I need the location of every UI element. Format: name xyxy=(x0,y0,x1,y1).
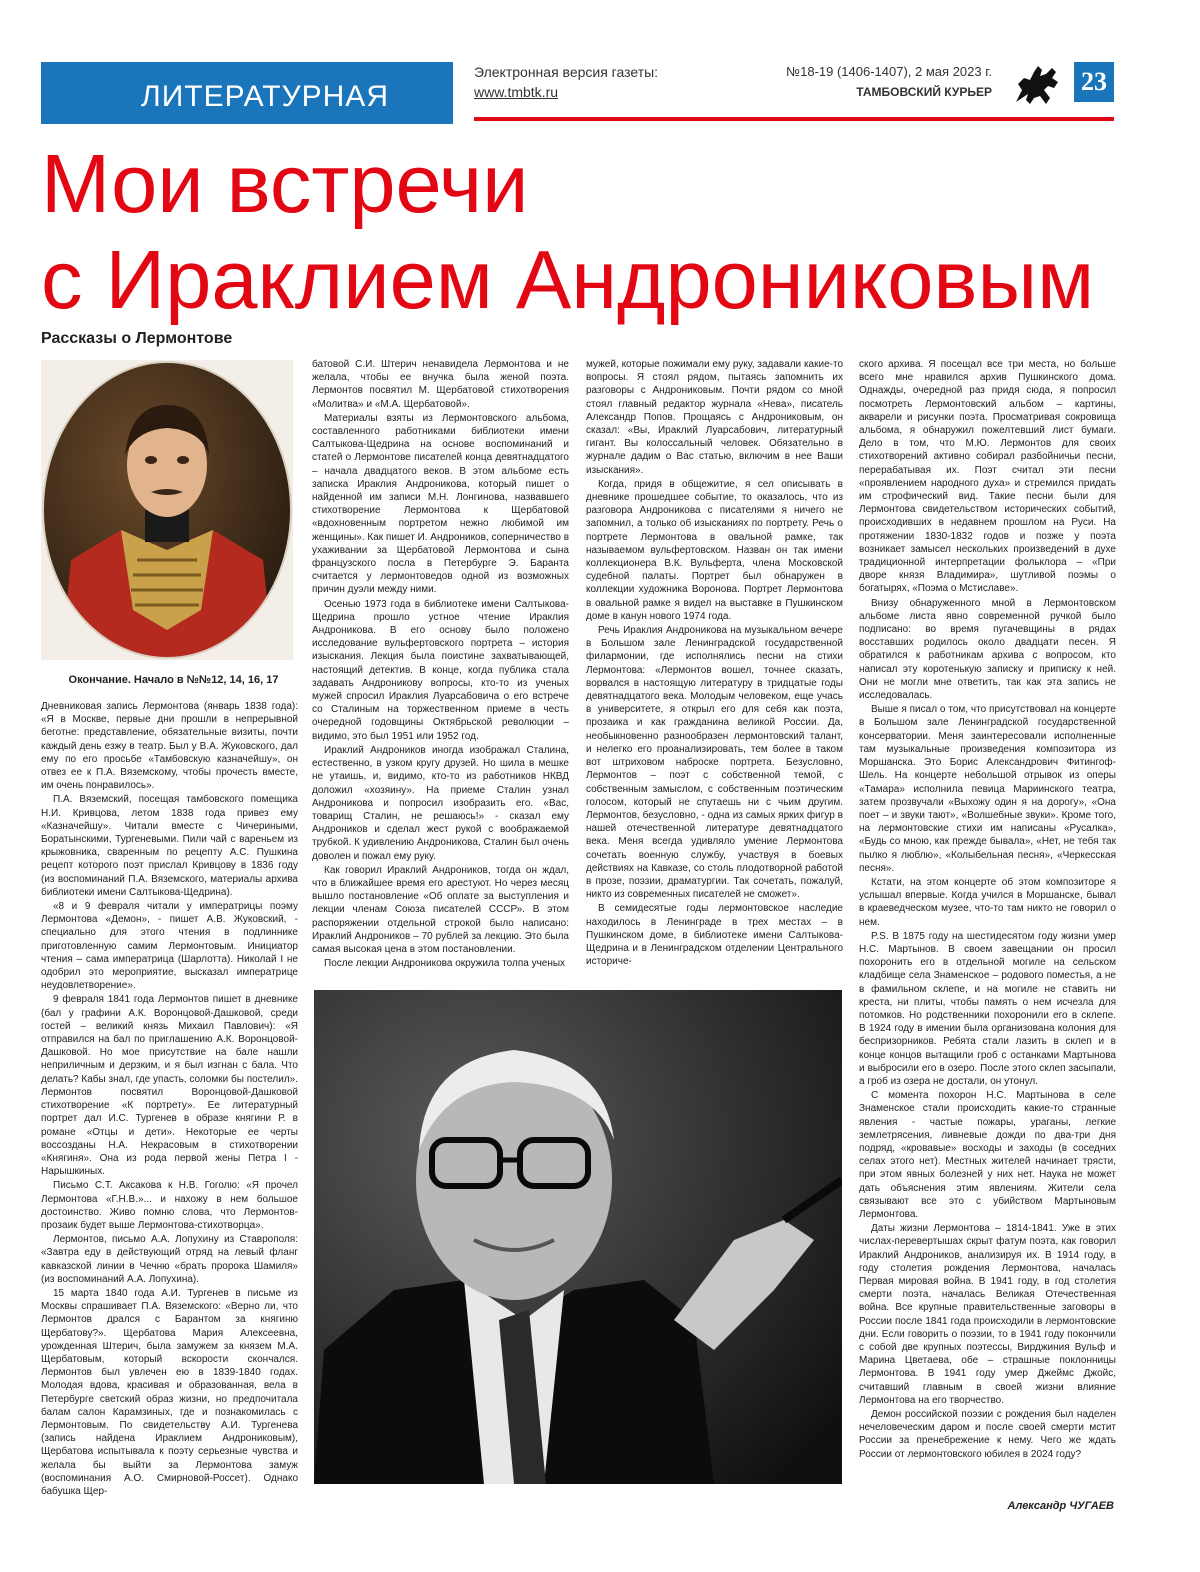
paragraph: Речь Ираклия Андроникова на музыкальном вечере в Большом зале Ленинградской государственной филармонии, где исполнялись песни на стихи Лермонтова: «Лермонтов вошел, точнее сказать, ворвался в настоящую литературу в тридцатые годы девятнадцатого века. Молодым человеком, еще учась в университете, я открыл его для себя как поэта, прозаика и как гражданина великой России. Да, необыкновенно разнообразен лермонтовский талант, и нелегко его проанализировать, тем более в таком вот штриховом наброске портрета. Безусловно, Лермонтов – поэт с собственной темой, с собственным замыслом, с собственным поэтическим голосом, который не спутаешь ни с чьим другим. Лермонтов, безусловно, - одна из самых ярких фигур в нашей отечественной литературе девятнадцатого века. Меня всегда удивляло умение Лермонтова сочетать военную службу, участвуя в боевых действиях на Кавказе, со столь плодотворной работой в прозе, поэзии, драматургии. Так сочетать, пожалуй, никто из современных писателей не сможет». xyxy=(586,625,843,901)
paragraph: Материалы взяты из Лермонтовского альбома, составленного работниками библиотеки имени Салтыкова-Щедрина на основе воспоминаний и статей о Лермонтове писателей конца девятнадцатого – начала двадцатого веков. В этом альбоме есть записка Ираклия Андроникова, который пишет о найденной им записи М.Н. Лонгинова, назвавшего стихотворение Лермонтова к Щербатовой «вдохновенным портретом нежно любимой им женщины». Как пишет И. Андроников, соперничество в ухаживании за Щербатовой Лермонтова и сына французского посла в Петербурге Э. Баранта считается у лермонтоведов одной из возможных причин дуэли между ними. xyxy=(312,412,569,596)
section-label: ЛИТЕРАТУРНАЯ xyxy=(141,80,389,113)
paragraph: Осенью 1973 года в библиотеке имени Салтыкова-Щедрина прошло устное чтение Ираклия Андроникова. В его основу было положено исследование вульфертовского портрета – история изыскания. Лекция была поистине захватывающей, настоящий детектив. В конце, когда публика стала задавать Андроникову вопросы, кто-то из ученых мужей спросил Ираклия Луарсабовича о его встрече со Сталиным на торжественном приеме в честь очередной годовщины Октябрьской революции – видимо, это был 1951 или 1952 год. xyxy=(312,598,569,742)
paragraph: 9 февраля 1841 года Лермонтов пишет в дневнике (бал у графини А.К. Воронцовой-Дашковой, среди гостей – великий князь Михаил Павлович): «Я отправился на бал по приглашению А.К. Воронцовой-Дашковой. Но мое присутствие на бале нашли неприличным и дерзким, и я был изгнан с бала. Что делать? Кабы знал, где упасть, соломки бы постелил». Лермонтов посвятил Воронцовой-Дашковой стихотворение «К портрету». Ее литературный портрет дал И.С. Тургенев в образе княгини Р. в романе «Отцы и дети». Некоторые ее черты воссозданы Н.А. Некрасовым в стихотворении «Княгиня». Она из рода первой жены Петра I - Нарышкиных. xyxy=(41,994,298,1178)
paragraph: Демон российской поэзии с рождения был наделен нечеловеческим даром и после своей смерти мстит России за пренебрежение к нему. Чего же ждать России от лермонтовского юбилея в 2024 году? xyxy=(859,1409,1116,1460)
horse-rider-logo-icon xyxy=(1008,60,1066,108)
article-column-1 xyxy=(41,700,298,1500)
paragraph: Внизу обнаруженного мной в Лермонтовском альбоме листа явно современной ручкой было подписано: во время пугачевщины в рядах восставших родилось около двадцати песен. Я обратился к работникам архива с вопросом, кто написал эту коротенькую записку и приписку к ней. Они не могли мне ответить, так как эта запись не исследовалась. xyxy=(859,597,1116,702)
paragraph: Даты жизни Лермонтова – 1814-1841. Уже в этих числах-перевертышах скрыт фатум поэта, как говорил Ираклий Андроников, анализируя их. В 1914 году, в году столетия рождения Лермонтова, началась Первая мировая война. В 1941 году, в год столетия смерти поэта, началась Великая Отечественная война. Все крупные правительственные заговоры в России после 1841 года происходили в лермонтовские дни. Если говорить о поэзии, то в 1941 году покончили с собой две крупных поэтессы, Вирджиния Вульф и Марина Цветаева, обе – страшные поклонницы Лермонтова. В 1941 году умер Джеймс Джойс, считавший главным в своей жизни влияние Лермонтова на его творчество. xyxy=(859,1223,1116,1406)
article-column-2 xyxy=(312,358,569,973)
article-column-4 xyxy=(859,358,1116,1488)
paragraph: После лекции Андроникова окружила толпа ученых xyxy=(324,958,566,970)
edition-label: Электронная версия газеты: xyxy=(474,64,659,80)
section-banner xyxy=(41,62,453,124)
title-line-1: Мои встречи xyxy=(41,137,529,230)
portrait-caption: Окончание. Начало в №№12, 14, 16, 17 xyxy=(68,674,279,686)
paragraph: 15 марта 1840 года А.И. Тургенев в письме из Москвы спрашивает П.А. Вяземского: «Верно ли, что Лермонтов дрался с Барантом за княгиню Щербатову?». Щербатова Мария Алексеевна, урожденная Штерич, была замужем за князем М.А. Щербатовым, который вскорости скончался. Лермонтов был увлечен ею в 1839-1840 годах. Молодая вдова, красивая и образованная, вела в Петербурге светский образ жизни, но предпочитала балам салон Карамзиных, где и познакомилась с Лермонтовым. По свидетельству А.И. Тургенева (запись найдена Ираклием Андрониковым), Щербатова испытывала к поэту серьезные чувства и желала бы выйти за Лермонтова замуж (воспоминания А.О. Смирновой-Россет). Однако бабушка Щер- xyxy=(41,1287,298,1497)
article-column-3 xyxy=(586,358,843,973)
paragraph: P.S. В 1875 году на шестидесятом году жизни умер Н.С. Мартынов. В своем завещании он просил похоронить его в отдельной могиле на сельском кладбище села Знаменское – родового поместья, а не в фамильном склепе, и на могиле не ставить ни креста, ни плиты, чтобы память о нем исчезла для потомков. Но родственники похоронили его в склепе. В 1924 году в имении была организована колония для беспризорников. Ребята стали лазить в склеп и в конце концов вытащили гроб с останками Мартынова и выбросили его в озеро. После этого склеп засыпали, а гроб из озера не достали, он утонул. xyxy=(859,930,1116,1087)
title-line-2: с Ираклием Андрониковым xyxy=(41,233,1095,326)
paragraph: П.А. Вяземский, посещая тамбовского помещика Н.И. Кривцова, летом 1838 года привез ему «Казначейшу». Читали вместе с Чичериными, Боратынскими, Тургеневыми. Пили чай с вареньем из крыжовника, сваренным по рецепту А.С. Пушкина рецепт которого поэт прислал Кривцову в 1836 году (из воспоминаний П.А. Вяземского, материалы архива библиотеки имени Салтыкова-Щедрина). xyxy=(41,794,298,898)
article-author: Александр ЧУГАЕВ xyxy=(1007,1500,1114,1512)
issue-info xyxy=(760,62,992,102)
paragraph: Дневниковая запись Лермонтова (январь 1838 года): «Я в Москве, первые дни прошли в непрерывной беготне: представление, обязательные визиты, почти каждый день езжу в театр. Был у В.А. Жуковского, дал ему по его просьбе «Тамбовскую казначейшу», он отвез ее к П.А. Вяземскому, чтобы прочесть вместе, им очень понравилось». xyxy=(41,701,298,792)
paper-name: ТАМБОВСКИЙ КУРЬЕР xyxy=(856,85,992,99)
andronikov-photo xyxy=(314,990,842,1484)
paragraph: Ираклий Андроников иногда изображал Сталина, естественно, в узком кругу друзей. Но шила в мешке не утаишь, и, видимо, кто-то из работников НКВД доложил «хозяину». На приеме Сталин узнал Андроникова и попросил изобразить его. «Вас, товарищ Сталин, не решаюсь!» - сказал ему Андроников и сделал жест рукой с воображаемой трубкой. К удивлению Андроникова, Сталин был очень доволен и пожал ему руку. xyxy=(312,744,569,862)
paragraph: батовой С.И. Штерич ненавидела Лермонтова и не желала, чтобы ее внучка была женой поэта. Лермонтов посвятил М. Щербатовой стихотворения «Молитва» и «М.А. Щербатовой». xyxy=(312,359,569,410)
paragraph: Как говорил Ираклий Андроников, тогда он ждал, что в ближайшее время его арестуют. Но через месяц вышло постановление «Об оплате за выступления и лекции членам Союза писателей СССР». В этом распоряжении отдельной строкой было написано: Ираклий Андроников – 70 рублей за лекцию. Это была самая высокая цена в этом постановлении. xyxy=(312,864,569,955)
paragraph: мужей, которые пожимали ему руку, задавали какие-то вопросы. Я стоял рядом, пытаясь запомнить их разговоры с Андрониковым. Почти рядом со мной стоял главный редактор журнала «Нева», писатель Александр Попов. Прощаясь с Андрониковым, он сказал: «Вы, Ираклий Луарсабович, литературный гигант. Вы колоссальный человек. Обязательно в журнале дадим о Вас статью, включим в нее Ваши изыскания». xyxy=(586,359,843,476)
paragraph: С момента похорон Н.С. Мартынова в селе Знаменское стали происходить какие-то странные явления - частые пожары, ураганы, легкие землетрясения, ливневые дожди по два-три дня подряд, «кровавые» восходы и заходы (в соседних селах этого нет). Местных жителей начинает трясти, при этом явных болезней у них нет. Наука не может дать объяснения этим явлениям. Жители села связывают все это с убийством Мартыновым Лермонтова. xyxy=(859,1090,1116,1220)
edition-link[interactable]: www.tmbtk.ru xyxy=(474,84,559,100)
paragraph: Когда, придя в общежитие, я сел описывать в дневнике прошедшее событие, то оказалось, что из разговора Андроникова с писателями я ничего не запомнил, а только об изысканиях по портрету. Речь о портрете Лермонтова в овальной рамке, так называемом вульфертовском. Назван он так имени коллекционера В.К. Вульферта, члена Московской судебной палаты. Портрет был обнаружен в коллекции художника Воронова. Портрет Лермонтова в овальной рамке я видел на выставке в Пушкинском доме в канун нового 1974 года. xyxy=(586,478,843,622)
lermontov-portrait xyxy=(41,360,293,660)
issue-number: №18-19 (1406-1407), 2 мая 2023 г. xyxy=(786,64,992,79)
edition-info xyxy=(474,62,658,102)
paragraph: «8 и 9 февраля читали у императрицы поэму Лермонтова «Демон», - пишет А.В. Жуковский, - специально для этого чтения в подлиннике приготовленную самим Лермонтовым. Инициатор чтения – сама императрица (Шарлотта). Николай I не одобрил это мероприятие, высказал императрице неудовлетворение». xyxy=(41,901,298,992)
page-number: 23 xyxy=(1074,62,1114,102)
header-divider xyxy=(474,117,1114,121)
paragraph: ского архива. Я посещал все три места, но больше всего мне нравился архив Пушкинского дома. Однажды, очередной раз придя сюда, я попросил посмотреть Лермонтовский альбом – картины, акварели и рисунки поэта. Просматривая сокровища альбома, я обнаружил пожелтевший лист бумаги. Дело в том, что М.Ю. Лермонтов для своих стихотворений активно собирал разбойничьи песни, перерабатывая их. Поэт считал эти песни «проявлением народного духа» и стремился придать им строфический вид. Такие песни были для Лермонтова свидетельством исторических событий, происходивших в недавнем прошлом на Руси. На протяжении 1830-1832 годов и позже у поэта возникает замысел нескольких произведений в духе традиционной интерпретации фольклора – «При дворе князя Владимира», шутливой поэмы о богатырях, «Поэма о Мстиславе». xyxy=(859,359,1116,595)
paragraph: Лермонтов, письмо А.А. Лопухину из Ставрополя: «Завтра еду в действующий отряд на левый фланг кавказской линии в Чечню «брать пророка Шамиля» (из воспоминаний А.А. Лопухина). xyxy=(41,1234,298,1285)
paragraph: Кстати, на этом концерте об этом композиторе я услышал впервые. Когда учился в Моршанске, бывал в краеведческом музее, что-то там никто не говорил о нем. xyxy=(859,876,1116,928)
paragraph: Выше я писал о том, что присутствовал на концерте в Большом зале Ленинградской государственной консерватории. Меня заинтересовали исполненные там музыкальные произведения композитора из Моршанска. Это Борис Александрович Фитингоф-Шель. На концерте небольшой отрывок из оперы «Тамара» исполнила певица Мариинского театра, затем прозвучали «Выхожу один я на дорогу», «Она поет – и звуки тают», «Волшебные звуки». Кроме того, на лермонтовские стихи им написаны «Русалка», «Будь со мною, как прежде бывала», «Нет, не тебя так пылко я люблю», «Колыбельная песня», «Черкесская песня». xyxy=(859,704,1116,874)
article-subtitle: Рассказы о Лермонтове xyxy=(41,330,233,347)
article-title xyxy=(41,136,1151,328)
paragraph: В семидесятые годы лермонтовское наследие находилось в Ленинграде в трех местах – в Пушкинском доме, в библиотеке имени Салтыкова-Щедрина и в Ленинградском отделении Центрального историче- xyxy=(586,903,843,968)
paragraph: Письмо С.Т. Аксакова к Н.В. Гоголю: «Я прочел Лермонтова «Г.Н.В.»... и нахожу в нем большое достоинство. Живо помню слова, что Лермонтов-прозаик будет выше Лермонтова-стихотворца». xyxy=(41,1180,298,1231)
